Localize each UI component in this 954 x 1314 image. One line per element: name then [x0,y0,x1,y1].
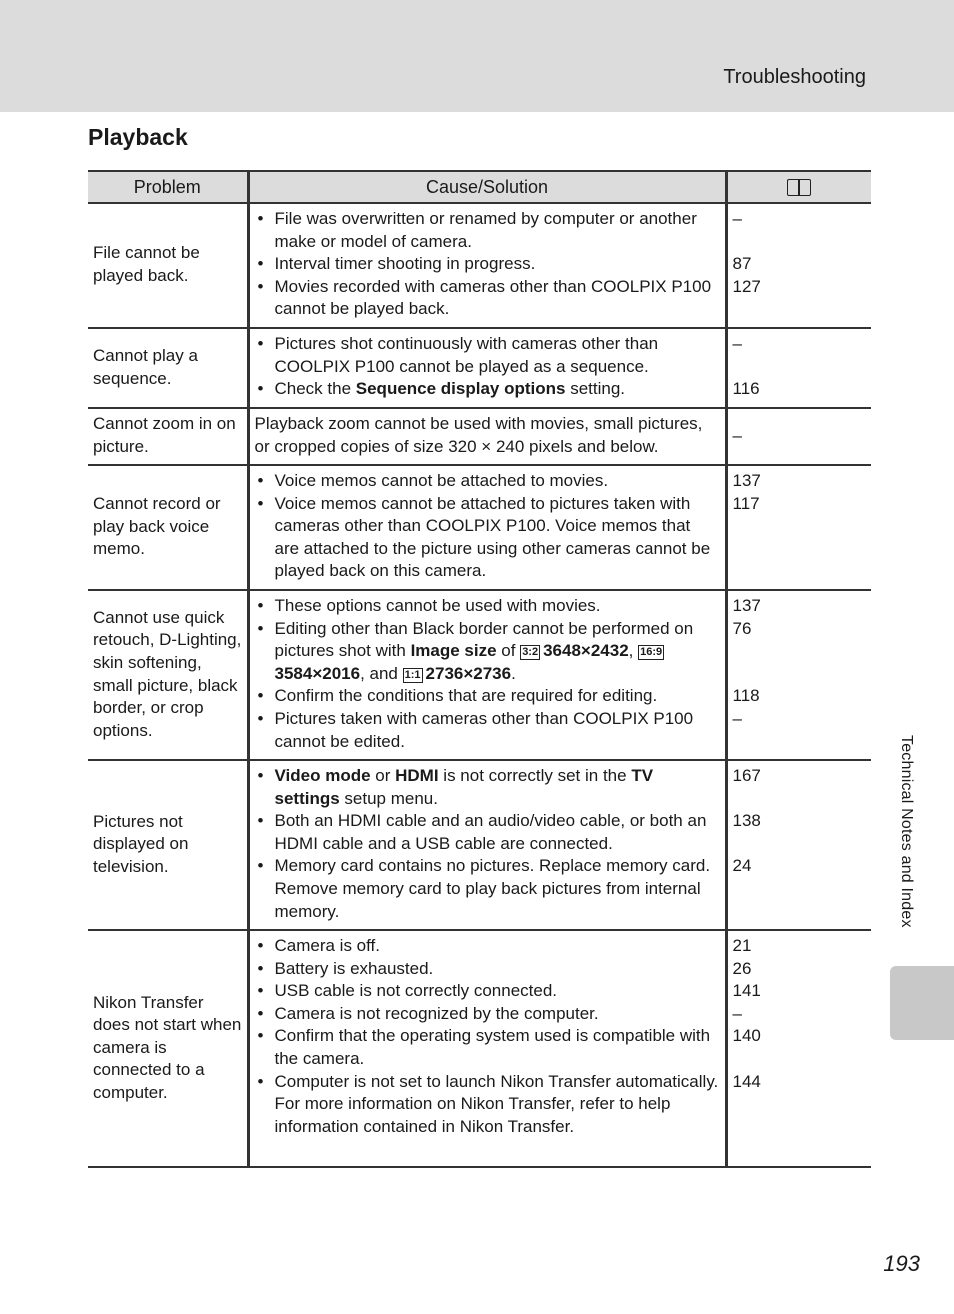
cause-item: • Voice memos cannot be attached to pictures taken with cameras other than COOLPIX P100. Voice memos that are attached to the picture using other cameras cannot be played back on this camera. [255,493,720,583]
cause-cell [248,203,726,328]
page-ref: 76 [732,618,752,638]
table-row [88,930,871,1167]
table-row [88,590,871,760]
header-reference [726,171,871,203]
page-ref: – [732,708,742,728]
cause-item: • File was overwritten or renamed by computer or another make or model of camera. [255,208,720,253]
side-thumb-tab [890,966,954,1040]
cause-item: • Computer is not set to launch Nikon Transfer automatically. [255,1071,720,1094]
page-ref: 137 [732,596,761,615]
page-ref: 141 [732,981,761,1001]
running-header: Troubleshooting [723,66,866,88]
page-number: 193 [883,1251,920,1276]
problem-cell: Cannot record or play back voice memo. [88,465,248,590]
page-ref: – [732,334,742,353]
header-problem: Problem [88,171,248,203]
page-ref-cell [726,930,871,1167]
header-cause-solution: Cause/Solution [248,171,726,203]
page-ref-cell [726,203,871,328]
page-ref: 137 [732,471,761,490]
image-size-3-2-icon: 3:2 [522,646,539,659]
page-ref-cell [726,760,871,930]
table-row [88,760,871,930]
cause-cell [248,465,726,590]
side-section-label: Technical Notes and Index [898,735,915,928]
page-ref-cell [726,465,871,590]
troubleshooting-table [88,170,871,1168]
page-ref: 87 [732,254,752,274]
cause-item: • Pictures shot continuously with cameras other than COOLPIX P100 cannot be played as a sequence. [255,333,720,378]
cause-cell [248,590,726,760]
page-ref: – [732,1003,742,1023]
page-ref: 21 [732,936,752,955]
cause-item: • Pictures taken with cameras other than COOLPIX P100 cannot be edited. [255,708,720,753]
table-header-row [88,171,871,203]
cause-item: • Interval timer shooting in progress. [255,253,720,276]
cause-item: • Editing other than Black border cannot be performed on pictures shot with Image size of 3:2 3648×2432, 16:93584×2016, and 1:1 2736×2736. [255,618,720,686]
table-row [88,408,871,465]
cause-item: • Confirm that the operating system used is compatible with the camera. [255,1025,720,1070]
cause-item: • Memory card contains no pictures. Replace memory card. Remove memory card to play back pictures from internal memory. [255,855,720,923]
problem-cell: Nikon Transfer does not start when camera is connected to a computer. [88,930,248,1167]
page-ref: 127 [732,276,761,296]
cause-item: • Both an HDMI cable and an audio/video cable, or both an HDMI cable and a USB cable are connected. [255,810,720,855]
page-ref: 116 [732,379,760,399]
table-row [88,203,871,328]
page-ref: 26 [732,958,752,978]
page-ref: 144 [732,1071,761,1091]
problem-cell: Cannot use quick retouch, D-Lighting, skin softening, small picture, black border, or crop options. [88,590,248,760]
problem-cell: File cannot be played back. [88,203,248,328]
page-ref: 117 [732,493,760,513]
cause-item: • Camera is not recognized by the computer. [255,1003,720,1026]
cause-cell [248,930,726,1167]
cause-item: • Video mode or HDMI is not correctly set in the TV settings setup menu. [255,765,720,810]
section-title: Playback [88,124,188,150]
image-size-1-1-icon: 1:1 [404,668,421,681]
cause-cell: Playback zoom cannot be used with movies, small pictures, or cropped copies of size 320 × 240 pixels and below. [248,408,726,465]
page-ref: 140 [732,1026,761,1046]
page-ref: 24 [732,856,752,876]
problem-cell: Cannot zoom in on picture. [88,408,248,465]
cause-item: • Confirm the conditions that are required for editing. [255,685,720,708]
table-row [88,465,871,590]
page-ref: 167 [732,766,761,785]
image-size-16-9-icon: 16:9 [640,646,663,659]
cause-item: • These options cannot be used with movies. [255,595,720,618]
page-ref: – [732,425,742,445]
page-ref: 138 [732,811,761,831]
header-band [0,0,954,112]
page-ref-cell [726,328,871,408]
cause-cell [248,760,726,930]
cause-item: • Battery is exhausted. [255,958,720,981]
cause-item: • Camera is off. [255,935,720,958]
page-ref-cell [726,590,871,760]
book-reference-icon [787,179,811,196]
problem-cell: Pictures not displayed on television. [88,760,248,930]
page-ref: 118 [732,686,760,706]
page-ref: – [732,209,742,228]
problem-cell: Cannot play a sequence. [88,328,248,408]
cause-item: • USB cable is not correctly connected. [255,980,720,1003]
cause-cell [248,328,726,408]
page-ref-cell [726,408,871,465]
cause-note: For more information on Nikon Transfer, refer to help information contained in Nikon Transfer. [274,1094,671,1136]
cause-item: • Movies recorded with cameras other than COOLPIX P100 cannot be played back. [255,276,720,321]
cause-item: • Voice memos cannot be attached to movies. [255,470,720,493]
table-row [88,328,871,408]
cause-item: • Check the Sequence display options setting. [255,378,720,401]
